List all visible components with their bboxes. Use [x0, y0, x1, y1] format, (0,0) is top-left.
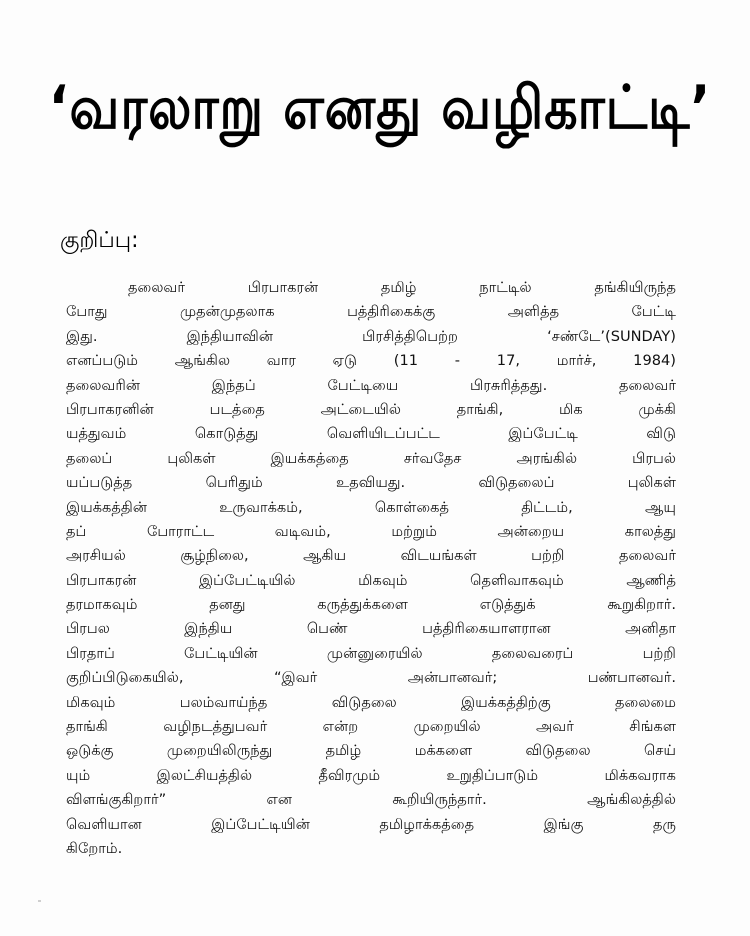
body-line: குறிப்பிடுகையில், “இவர் அன்பானவர்; பண்பானவர்.	[66, 669, 676, 687]
body-line: பிரதாப் பேட்டியின் முன்னுரையில் தலைவரைப் பற்றி	[66, 644, 676, 662]
body-line: கிறோம்.	[66, 839, 123, 857]
body-line: வெளியான இப்பேட்டியின் தமிழாக்கத்தை இங்கு தரு	[66, 815, 676, 833]
body-line: அரசியல் சூழ்நிலை, ஆகிய விடயங்கள் பற்றி தலைவர்	[66, 547, 676, 565]
body-line: பிரபல இந்திய பெண் பத்திரிகையாளரான அனிதா	[66, 620, 676, 638]
body-line: தலைவரின் இந்தப் பேட்டியை பிரசுரித்தது. தலைவர்	[66, 376, 676, 394]
body-line: எனப்படும் ஆங்கில வார ஏடு (11 - 17, மார்ச், 1984)	[66, 352, 676, 370]
body-line: இயக்கத்தின் உருவாக்கம், கொள்கைத் திட்டம், ஆயு	[66, 498, 676, 516]
scan-speck	[38, 900, 41, 902]
note-label: குறிப்பு:	[60, 228, 139, 253]
body-line: தாங்கி வழிநடத்துபவர் என்ற முறையில் அவர் சிங்கள	[66, 718, 676, 736]
note-body	[66, 276, 676, 861]
body-line: போது முதன்முதலாக பத்திரிகைக்கு அளித்த பேட்டி	[66, 303, 676, 321]
body-line: பிரபாகரனின் படத்தை அட்டையில் தாங்கி, மிக முக்கி	[66, 400, 676, 418]
body-line: தப் போராட்ட வடிவம், மற்றும் அன்றைய காலத்து	[66, 522, 676, 540]
document-title: ‘வரலாறு எனது வழிகாட்டி’	[48, 73, 712, 143]
body-line: யும் இலட்சியத்தில் தீவிரமும் உறுதிப்பாடும் மிக்கவராக	[66, 766, 676, 784]
body-line: தலைவர் பிரபாகரன் தமிழ் நாட்டில் தங்கியிருந்த	[128, 279, 676, 296]
body-line: யத்துவம் கொடுத்து வெளியிடப்பட்ட இப்பேட்டி விடு	[66, 425, 676, 443]
body-line: மிகவும் பலம்வாய்ந்த விடுதலை இயக்கத்திற்கு தலைமை	[66, 693, 676, 711]
body-line: இது. இந்தியாவின் பிரசித்திபெற்ற ‘சண்டே’(SUNDAY)	[66, 327, 676, 345]
body-line: ஒடுக்கு முறையிலிருந்து தமிழ் மக்களை விடுதலை செய்	[66, 742, 676, 760]
body-line: பிரபாகரன் இப்பேட்டியில் மிகவும் தெளிவாகவும் ஆணித்	[66, 571, 676, 589]
body-line: யப்படுத்த பெரிதும் உதவியது. விடுதலைப் புலிகள்	[66, 474, 676, 492]
body-line: தலைப் புலிகள் இயக்கத்தை சர்வதேச அரங்கில் பிரபல்	[66, 449, 676, 467]
body-line: தரமாகவும் தனது கருத்துக்களை எடுத்துக் கூறுகிறார்.	[66, 596, 676, 614]
body-line: விளங்குகிறார்” என கூறியிருந்தார். ஆங்கிலத்தில்	[66, 791, 676, 809]
